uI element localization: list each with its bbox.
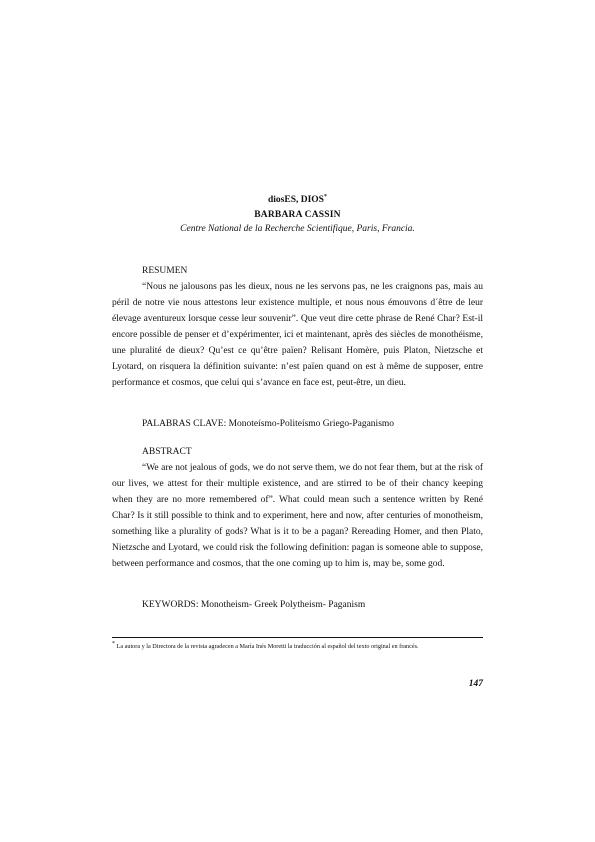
article-title-text: diosES, DIOS bbox=[268, 195, 324, 205]
article-title bbox=[112, 193, 483, 208]
keywords-text: KEYWORDS: Monotheism- Greek Polytheism- Paganism bbox=[142, 600, 366, 610]
author-affiliation: Centre National de la Recherche Scientifique, Paris, Francia. bbox=[180, 224, 415, 234]
resumen-text bbox=[112, 279, 483, 391]
footnote bbox=[112, 642, 483, 652]
keywords-section bbox=[112, 597, 483, 613]
abstract-label: ABSTRACT bbox=[142, 447, 192, 457]
author-name: BARBARA CASSIN bbox=[254, 209, 341, 220]
footnote-mark: * bbox=[112, 640, 115, 647]
resumen-section bbox=[112, 263, 483, 391]
article-header bbox=[112, 193, 483, 237]
palabras-clave-text: PALABRAS CLAVE: Monoteísmo-Politeísmo Griego-Paganismo bbox=[142, 419, 395, 429]
abstract-text bbox=[112, 460, 483, 572]
footnote-separator bbox=[112, 637, 483, 638]
abstract-section bbox=[112, 444, 483, 572]
abstract-body: “We are not jealous of gods, we do not serve them, we do not fear them, but at the risk of our lives, we attest for their multiple existence, and are stirred to be of their chancy keeping when they are no more remembered of”. What could mean such a sentence written by René Char? Is it still possible to think and to experiment, here and now, after centuries of monotheism, something like a plurality of gods? What is it to be a pagan? Rereading Homer, and then Plato, Nietzsche and Lyotard, we could risk the following definition: pagan is someone able to suppose, between performance and cosmos, that the one coming up to him is, may be, some god. bbox=[112, 463, 483, 569]
palabras-clave-section bbox=[112, 416, 483, 432]
footnote-text: La autora y la Directora de la revista agradecen a María Inés Moretti la traducción al español del texto original en francés. bbox=[115, 643, 419, 650]
resumen-body: “Nous ne jalousons pas les dieux, nous ne les servons pas, ne les craignons pas, mais au péril de notre vie nous attestons leur existence multiple, et nous nous émouvons d´être de leur élevage aventureux lorsque cesse leur souvenir”. Que veut dire cette phrase de René Char? Est-il encore possible de penser et d’expérimenter, ici et maintenant, après des siècles de monothéisme, une pluralité de dieux? Qu’est ce qu’être païen? Relisant Homère, puis Platon, Nietzsche et Lyotard, on risquera la définition suivante: n’est païen quand on est à même de supposer, entre performance et cosmos, que celui qui s’avance en face est, peut-être, un dieu. bbox=[112, 282, 483, 388]
page-number: 147 bbox=[468, 679, 483, 689]
title-footnote-mark: * bbox=[323, 193, 327, 200]
resumen-label: RESUMEN bbox=[142, 266, 188, 276]
